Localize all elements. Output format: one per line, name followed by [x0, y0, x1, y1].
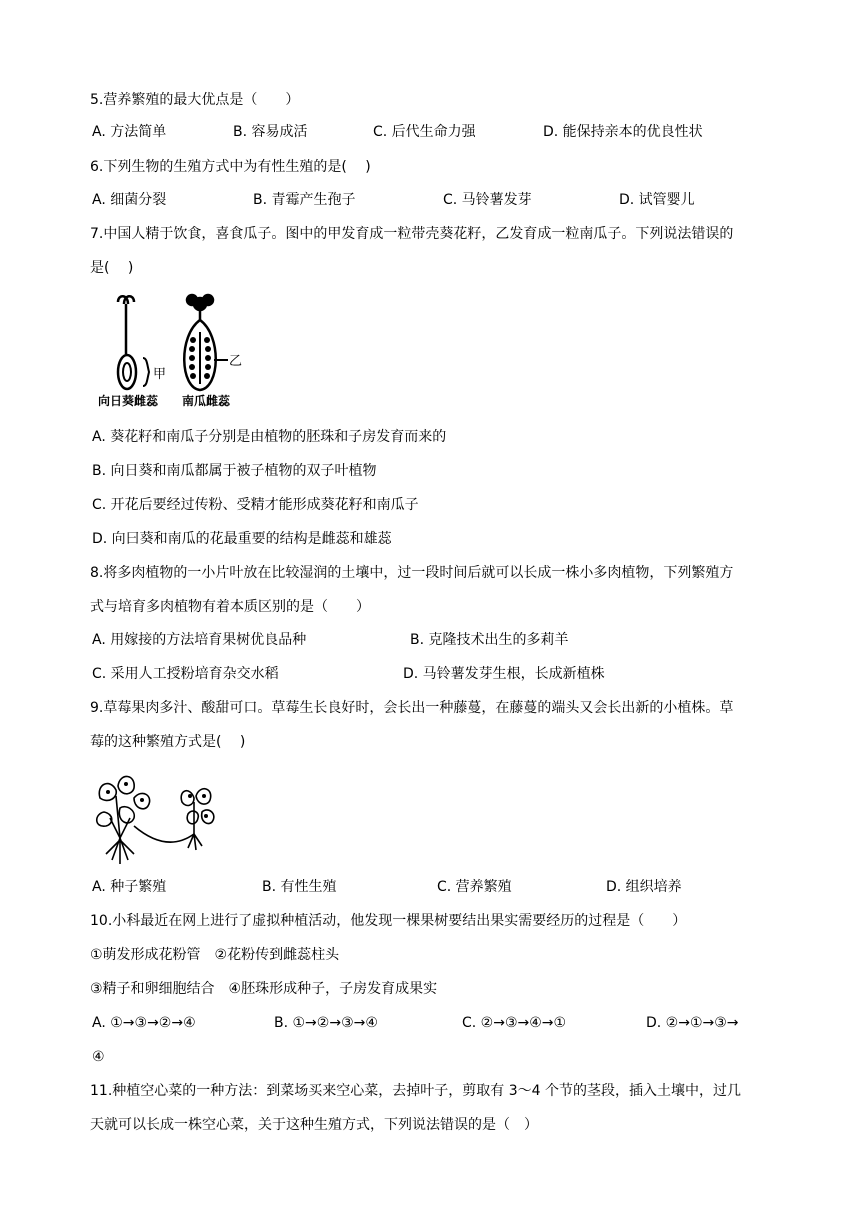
pistil-figure: [96, 292, 256, 412]
q9-option-b: B. 有性生殖: [262, 879, 337, 895]
q5-option-a: A. 方法简单: [92, 124, 167, 140]
label-yi: 乙: [229, 354, 243, 369]
q9-option-c: C. 营养繁殖: [437, 879, 512, 895]
q7-stem-line1: 7.中国人精于饮食，喜食瓜子。图中的甲发育成一粒带壳葵花籽，乙发育成一粒南瓜子。下列说法错误的: [90, 226, 734, 242]
q8-stem-line1: 8.将多肉植物的一小片叶放在比较湿润的土壤中，过一段时间后就可以长成一株小多肉植物，下列繁殖方: [90, 565, 734, 581]
q10-option-b: B. ①→②→③→④: [274, 1015, 378, 1031]
q6-option-b: B. 青霉产生孢子: [253, 192, 356, 208]
q5-stem: 5.营养繁殖的最大优点是（ ）: [90, 92, 300, 108]
q5-option-d: D. 能保持亲本的优良性状: [543, 124, 703, 140]
caption-pumpkin: 南瓜雌蕊: [182, 394, 231, 408]
q8-option-a: A. 用嫁接的方法培育果树优良品种: [92, 632, 307, 648]
pumpkin-pistil-drawing: [184, 295, 216, 390]
q7-option-c: C. 开花后要经过传粉、受精才能形成葵花籽和南瓜子: [92, 497, 419, 513]
q6-option-d: D. 试管婴儿: [619, 192, 695, 208]
q7-option-a: A. 葵花籽和南瓜子分别是由植物的胚珠和子房发育而来的: [92, 429, 447, 445]
q5-option-b: B. 容易成活: [233, 124, 308, 140]
strawberry-figure: [90, 768, 220, 868]
q6-stem: 6.下列生物的生殖方式中为有性生殖的是( ): [90, 159, 371, 175]
q8-option-c: C. 采用人工授粉培育杂交水稻: [92, 666, 279, 682]
q11-stem-line1: 11.种植空心菜的一种方法：到菜场买来空心菜，去掉叶子，剪取有 3～4 个节的茎段，插入土壤中，过几: [90, 1083, 741, 1099]
strawberry-drawing: [90, 768, 220, 868]
q9-stem-line1: 9.草莓果肉多汁、酸甜可口。草莓生长良好时，会长出一种藤蔓，在藤蔓的端头又会长出新的小植株。草: [90, 700, 734, 716]
label-jia: 甲: [153, 367, 167, 382]
q11-stem-line2: 天就可以长成一株空心菜，关于这种生殖方式，下列说法错误的是（ ）: [90, 1117, 538, 1133]
q8-option-b: B. 克隆技术出生的多莉羊: [410, 632, 569, 648]
q10-steps-line2: ③精子和卵细胞结合 ④胚珠形成种子，子房发育成果实: [90, 981, 438, 997]
q7-stem-line2: 是( ): [90, 260, 134, 276]
q9-option-a: A. 种子繁殖: [92, 879, 167, 895]
q7-option-b: B. 向日葵和南瓜都属于被子植物的双子叶植物: [92, 463, 377, 479]
q10-option-d-wrap: ④: [92, 1049, 105, 1065]
q10-stem: 10.小科最近在网上进行了虚拟种植活动，他发现一棵果树要结出果实需要经历的过程是（ ）: [90, 913, 687, 929]
q7-option-d: D. 向曰葵和南瓜的花最重要的结构是雌蕊和雄蕊: [92, 531, 392, 547]
q9-stem-line2: 莓的这种繁殖方式是( ): [90, 734, 246, 750]
q10-option-a: A. ①→③→②→④: [92, 1015, 196, 1031]
pistil-diagram: [96, 292, 256, 412]
q6-option-c: C. 马铃薯发芽: [443, 192, 532, 208]
q5-option-c: C. 后代生命力强: [373, 124, 476, 140]
q10-option-c: C. ②→③→④→①: [462, 1015, 567, 1031]
q6-option-a: A. 细菌分裂: [92, 192, 167, 208]
caption-sunflower: 向日葵雌蕊: [98, 394, 159, 408]
q8-option-d: D. 马铃薯发芽生根，长成新植株: [403, 666, 605, 682]
q8-stem-line2: 式与培育多肉植物有着本质区别的是（ ）: [90, 599, 370, 615]
sunflower-pistil-drawing: [118, 296, 136, 389]
q9-option-d: D. 组织培养: [606, 879, 682, 895]
q10-steps-line1: ①萌发形成花粉管 ②花粉传到雌蕊柱头: [90, 947, 340, 963]
q10-option-d: D. ②→①→③→: [646, 1015, 739, 1031]
